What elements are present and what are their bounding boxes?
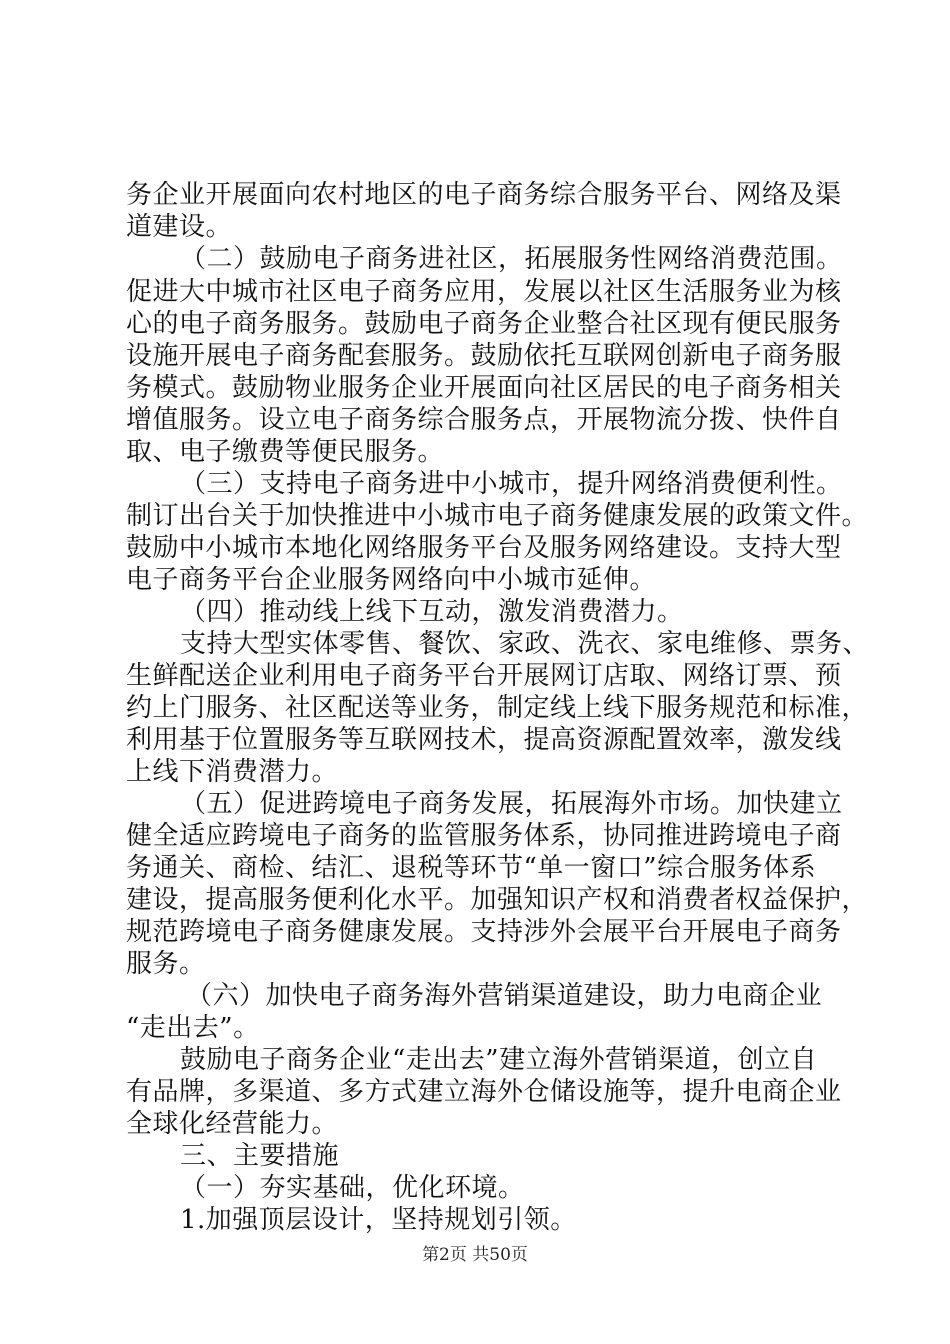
text-line: “走出去”。 bbox=[126, 1013, 260, 1043]
text-line: 利用基于位置服务等互联网技术，提高资源配置效率，激发线 bbox=[126, 725, 842, 755]
text-line: （六）加快电子商务海外营销渠道建设，助力电商企业 bbox=[186, 981, 823, 1011]
text-line: 道建设。 bbox=[126, 212, 233, 242]
text-line: 鼓励中小城市本地化网络服务平台及服务网络建设。支持大型 bbox=[126, 533, 842, 563]
text-line: 三、主要措施 bbox=[180, 1141, 340, 1171]
text-line: 制订出台关于加快推进中小城市电子商务健康发展的政策文件。 bbox=[126, 501, 869, 531]
text-line: 服务。 bbox=[126, 949, 206, 979]
text-line: 全球化经营能力。 bbox=[126, 1109, 339, 1139]
text-line: （二）鼓励电子商务进社区，拓展服务性网络消费范围。 bbox=[180, 244, 843, 274]
text-line: 有品牌，多渠道、多方式建立海外仓储设施等，提升电商企业 bbox=[126, 1077, 842, 1107]
text-line: 务通关、商检、结汇、退税等环节“单一窗口”综合服务体系 bbox=[126, 853, 817, 883]
text-line: 电子商务平台企业服务网络向中小城市延伸。 bbox=[126, 565, 657, 595]
text-line: 增值服务。设立电子商务综合服务点，开展物流分拨、快件自 bbox=[126, 405, 842, 435]
text-line: 务模式。鼓励物业服务企业开展面向社区居民的电子商务相关 bbox=[126, 373, 842, 403]
text-line: （一）夯实基础，优化环境。 bbox=[180, 1173, 525, 1203]
text-line: 设施开展电子商务配套服务。鼓励依托互联网创新电子商务服 bbox=[126, 341, 842, 371]
text-line: 上线下消费潜力。 bbox=[126, 757, 339, 787]
text-line: 建设，提高服务便利化水平。加强知识产权和消费者权益保护， bbox=[126, 885, 869, 915]
text-line: 心的电子商务服务。鼓励电子商务企业整合社区现有便民服务 bbox=[126, 309, 842, 339]
text-line: 支持大型实体零售、餐饮、家政、洗衣、家电维修、票务、 bbox=[180, 629, 870, 659]
text-line: 1.加强顶层设计，坚持规划引领。 bbox=[180, 1205, 577, 1235]
text-line: 鼓励电子商务企业“走出去”建立海外营销渠道，创立自 bbox=[180, 1045, 818, 1075]
page-footer: 第2页 共50页 bbox=[422, 1245, 528, 1265]
text-line: （四）推动线上线下互动，激发消费潜力。 bbox=[180, 597, 684, 627]
text-line: （三）支持电子商务进中小城市，提升网络消费便利性。 bbox=[180, 469, 843, 499]
text-line: 规范跨境电子商务健康发展。支持涉外会展平台开展电子商务 bbox=[126, 917, 842, 947]
text-line: 健全适应跨境电子商务的监管服务体系，协同推进跨境电子商 bbox=[126, 821, 842, 851]
text-line: 取、电子缴费等便民服务。 bbox=[126, 437, 445, 467]
text-line: 约上门服务、社区配送等业务，制定线上线下服务规范和标准， bbox=[126, 693, 869, 723]
text-line: 务企业开展面向农村地区的电子商务综合服务平台、网络及渠 bbox=[126, 180, 842, 210]
text-line: （五）促进跨境电子商务发展，拓展海外市场。加快建立 bbox=[180, 789, 843, 819]
text-line: 生鲜配送企业利用电子商务平台开展网订店取、网络订票、预 bbox=[126, 661, 842, 691]
text-line: 促进大中城市社区电子商务应用，发展以社区生活服务业为核 bbox=[126, 277, 842, 307]
